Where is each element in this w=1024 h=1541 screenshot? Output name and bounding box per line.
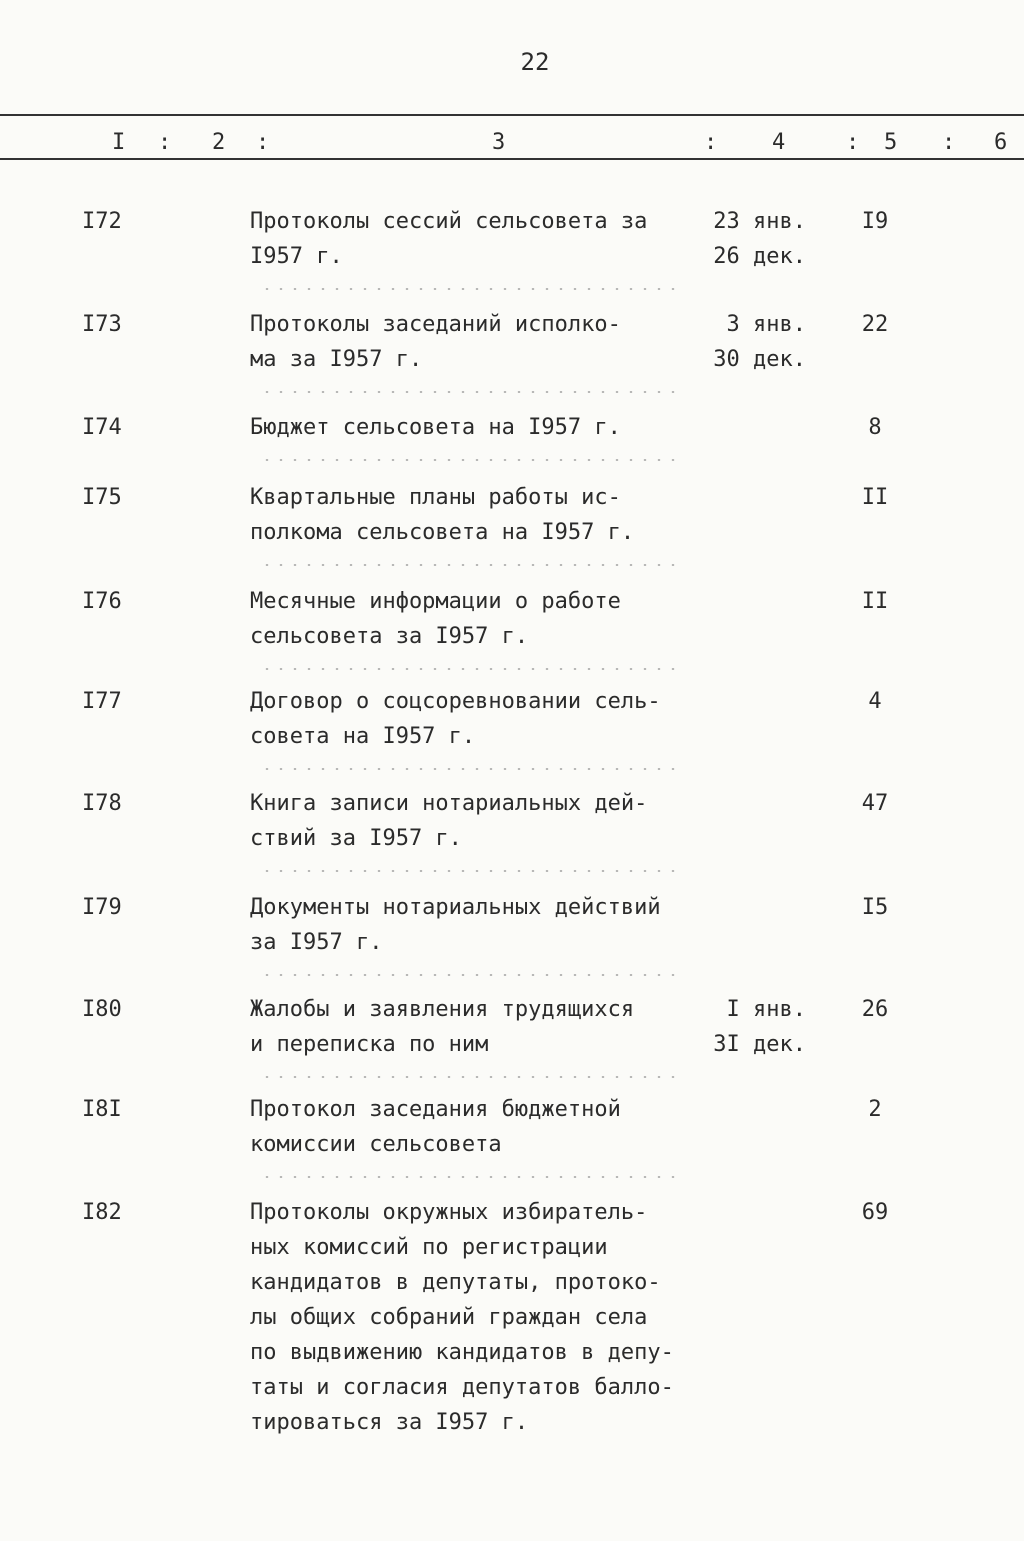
case-number: I79 [82,895,122,920]
case-title [250,307,700,377]
case-title-line: по выдвижению кандидатов в депу- [250,1340,674,1365]
case-title-line: совета на I957 г. [250,724,476,749]
case-title-line: Договор о соцсоревновании сель- [250,689,661,714]
case-dates [690,307,820,377]
sheet-count: 8 [868,415,882,440]
row-separator [260,768,680,770]
case-title-line: кандидатов в депутаты, протоко- [250,1270,661,1295]
header-sep: : [158,130,172,155]
case-title [250,684,700,754]
page-number: 22 [520,48,550,76]
case-title-line: Месячные информации о работе [250,589,621,614]
case-title [250,204,700,274]
case-title [250,480,700,550]
case-title-line: лы общих собраний граждан села [250,1305,648,1330]
case-date: I янв. [726,997,806,1022]
case-number: I72 [82,209,122,234]
case-title [250,410,700,445]
header-col-1: I [112,130,126,155]
case-number: I74 [82,415,122,440]
case-title-line: тироваться за I957 г. [250,1410,529,1435]
sheet-count: 47 [861,791,889,816]
sheet-count: 69 [861,1200,889,1225]
case-title [250,992,700,1062]
case-title-line: Документы нотариальных действий [250,895,661,920]
case-title-line: за I957 г. [250,930,383,955]
case-number: I76 [82,589,122,614]
case-date: 26 дек. [713,244,806,269]
case-dates [690,992,820,1062]
header-sep: : [846,130,860,155]
case-title-line: Бюджет сельсовета на I957 г. [250,415,621,440]
row-separator [260,668,680,670]
sheet-count: 2 [868,1097,882,1122]
case-title-line: I957 г. [250,244,343,269]
sheet-count: 22 [861,312,889,337]
row-separator [260,391,680,393]
sheet-count: 26 [861,997,889,1022]
case-number: I80 [82,997,122,1022]
header-sep: : [256,130,270,155]
row-separator [260,870,680,872]
case-title [250,1195,700,1440]
sheet-count: 4 [868,689,882,714]
case-title-line: Жалобы и заявления трудящихся [250,997,635,1022]
case-title-line: Книга записи нотариальных дей- [250,791,648,816]
case-number: I82 [82,1200,122,1225]
case-title-line: таты и согласия депутатов балло- [250,1375,674,1400]
case-title-line: Квартальные планы работы ис- [250,485,621,510]
row-separator [260,1076,680,1078]
header-col-3: 3 [492,130,506,155]
case-title-line: Протоколы окружных избиратель- [250,1200,648,1225]
case-date: 3 янв. [726,312,806,337]
case-title-line: ствий за I957 г. [250,826,462,851]
case-title-line: комиссии сельсовета [250,1132,502,1157]
case-title [250,1092,700,1162]
case-title [250,786,700,856]
row-separator [260,459,680,461]
table-header-rule [0,158,1024,160]
case-number: I73 [82,312,122,337]
case-number: I8I [82,1097,122,1122]
case-title-line: ма за I957 г. [250,347,423,372]
row-separator [260,974,680,976]
case-title-line: Протокол заседания бюджетной [250,1097,621,1122]
case-title [250,584,700,654]
row-separator [260,1176,680,1178]
sheet-count: I5 [861,895,889,920]
table-top-rule [0,114,1024,116]
header-sep: : [942,130,956,155]
case-title-line: полкома сельсовета на I957 г. [250,520,635,545]
case-number: I75 [82,485,122,510]
row-separator [260,288,680,290]
case-title-line: и переписка по ним [250,1032,489,1057]
case-title-line: ных комиссий по регистрации [250,1235,608,1260]
case-number: I77 [82,689,122,714]
case-number: I78 [82,791,122,816]
case-title-line: Протоколы заседаний исполко- [250,312,621,337]
header-col-4: 4 [772,130,786,155]
header-sep: : [704,130,718,155]
header-col-6: 6 [994,130,1008,155]
sheet-count: II [861,589,889,614]
header-col-5: 5 [884,130,898,155]
case-title-line: сельсовета за I957 г. [250,624,529,649]
case-date: 3I дек. [713,1032,806,1057]
sheet-count: II [861,485,889,510]
case-date: 23 янв. [713,209,806,234]
sheet-count: I9 [861,209,889,234]
case-date: 30 дек. [713,347,806,372]
header-col-2: 2 [212,130,226,155]
case-title-line: Протоколы сессий сельсовета за [250,209,648,234]
row-separator [260,564,680,566]
case-dates [690,204,820,274]
case-title [250,890,700,960]
